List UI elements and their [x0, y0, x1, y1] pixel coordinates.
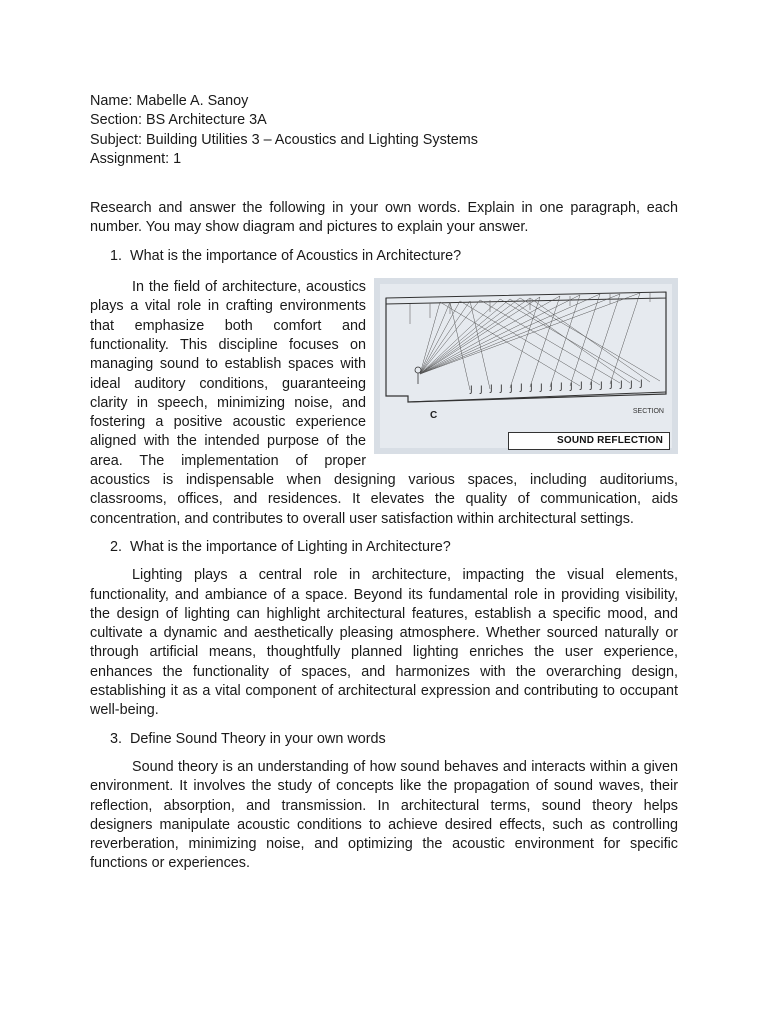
- question-text: What is the importance of Lighting in Architecture?: [130, 538, 451, 555]
- document-header: [90, 92, 678, 169]
- instructions-paragraph: Research and answer the following in your own words. Explain in one paragraph, each number. You may show diagram and pictures to explain your answer.: [90, 200, 678, 236]
- svg-text:J: J: [610, 380, 613, 391]
- svg-text:J: J: [590, 381, 593, 392]
- answer-text: In the field of architecture, acoustics plays a vital role in crafting environments that emphasize both comfort and functionality. This discipline focuses on managing sound to establish spaces with ideal auditory conditions, guaranteeing clarity in speech, minimizing noise, and fostering a positive acoustic experience aligned with the intended purpose of the area. The implementation of proper acoustics is indispensable when designing various spaces, including auditoriums, classrooms, offices, and residences. It elevates the quality of communication, aids concentration, and contributes to overall user satisfaction within architectural settings.: [90, 279, 678, 527]
- svg-text:J: J: [530, 383, 533, 394]
- question-number: 2.: [110, 538, 123, 555]
- svg-text:J: J: [480, 385, 483, 396]
- figure-caption: SOUND REFLECTION: [508, 432, 670, 450]
- question-number: 1.: [110, 247, 123, 264]
- svg-text:J: J: [580, 381, 583, 392]
- answer-2: Lighting plays a central role in architecture, impacting the visual elements, functionality, and ambiance of a space. Beyond its fundamental role in providing visibility, the design of lighting can highlight architectural features, establish a specific mood, and cultivate a dynamic and aesthetically pleasing atmosphere. Whether sourced naturally or through artificial means, thoughtfully planned lighting enriches the user experience, enhances the functionality of spaces, and harmonizes with the overarching design, establishing it as a vital component of architectural expression and contributing to occupant well-being.: [90, 567, 678, 719]
- svg-text:J: J: [490, 384, 493, 395]
- question-2: [90, 538, 678, 557]
- assignment-line: Assignment: 1: [90, 150, 182, 167]
- section-line: Section: BS Architecture 3A: [90, 112, 267, 129]
- name-line: Name: Mabelle A. Sanoy: [90, 93, 249, 109]
- svg-text:J: J: [540, 383, 543, 394]
- document-page: [90, 92, 678, 874]
- svg-text:J: J: [570, 382, 573, 393]
- svg-text:J: J: [550, 382, 553, 393]
- svg-text:J: J: [510, 384, 513, 395]
- answer-3: Sound theory is an understanding of how sound behaves and interacts within a given environment. It involves the study of concepts like the propagation of sound waves, their reflection, absorption, and transmission. In architectural terms, sound theory helps designers manipulate acoustic conditions to achieve desired effects, such as controlling reverberation, minimizing noise, and optimizing the acoustic environment for specific functions or experiences.: [90, 758, 678, 872]
- svg-text:J: J: [560, 382, 563, 393]
- sound-reflection-figure: [374, 278, 678, 454]
- figure-section-label: SECTION: [632, 408, 664, 416]
- svg-text:J: J: [630, 380, 633, 391]
- question-number: 3.: [110, 730, 123, 747]
- svg-text:J: J: [500, 384, 503, 395]
- figure-corner-label: C: [430, 410, 438, 422]
- answer-1: [90, 278, 678, 529]
- svg-text:J: J: [640, 379, 643, 390]
- svg-text:J: J: [620, 380, 623, 391]
- question-text: Define Sound Theory in your own words: [130, 730, 386, 747]
- svg-text:J: J: [520, 383, 523, 394]
- svg-text:J: J: [600, 381, 603, 392]
- subject-line: Subject: Building Utilities 3 – Acoustics and Lighting Systems: [90, 131, 478, 148]
- svg-text:J: J: [470, 385, 473, 396]
- question-text: What is the importance of Acoustics in Architecture?: [130, 247, 462, 264]
- question-1: [90, 247, 678, 266]
- question-3: [90, 730, 678, 749]
